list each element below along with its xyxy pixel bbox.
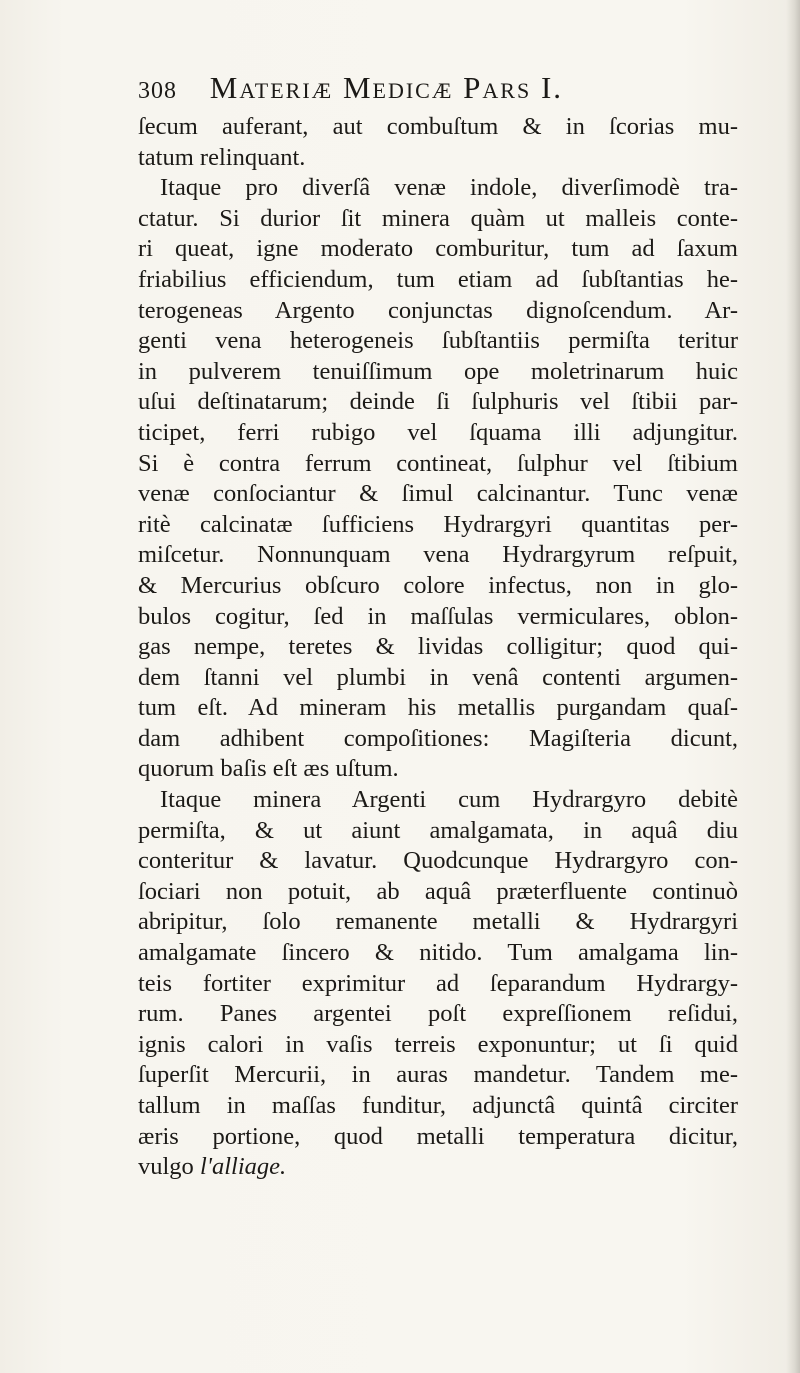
final-line-italic: l'alliage. xyxy=(199,1153,287,1181)
text-line: ſecum auferant, aut combuſtum & in ſcorias mu- xyxy=(138,113,738,140)
text-line: uſui deſtinatarum; deinde ſi ſulphuris vel ſtibii par- xyxy=(138,388,738,416)
text-line: rum. Panes argentei poſt expreſſionem reſidui, xyxy=(138,1000,738,1028)
page-edge-shadow xyxy=(786,0,800,1373)
text-line: ritè calcinatæ ſufficiens Hydrargyri quantitas per- xyxy=(138,510,738,538)
text-line: Itaque minera Argenti cum Hydrargyro debitè xyxy=(160,786,738,814)
text-line: æris portione, quod metalli temperatura dicitur, xyxy=(138,1122,738,1150)
text-line: Si è contra ferrum contineat, ſulphur vel ſtibium xyxy=(138,449,738,477)
text-line: ignis calori in vaſis terreis exponuntur; ut ſi quid xyxy=(138,1030,738,1058)
final-text-line xyxy=(138,1152,738,1183)
text-line: tallum in maſſas funditur, adjunctâ quintâ circiter xyxy=(138,1092,738,1119)
text-line: ſociari non potuit, ab aquâ præterfluente continuò xyxy=(138,877,738,905)
final-line-prefix: vulgo xyxy=(138,1153,200,1181)
text-line: tatum relinquant. xyxy=(138,143,306,171)
running-title: Materiæ Medicæ Pars I. xyxy=(209,70,564,105)
text-line: Itaque pro diverſâ venæ indole, diverſimodè tra- xyxy=(160,174,738,202)
text-line: ticipet, ferri rubigo vel ſquama illi adjungitur. xyxy=(138,418,738,446)
text-line: tum eſt. Ad mineram his metallis purgandam quaſ- xyxy=(138,694,738,722)
text-line: permiſta, & ut aiunt amalgamata, in aquâ diu xyxy=(138,816,738,844)
text-line: dem ſtanni vel plumbi in venâ contenti argumen- xyxy=(138,663,738,691)
text-line: abripitur, ſolo remanente metalli & Hydrargyri xyxy=(138,908,738,936)
body-text xyxy=(138,112,738,1183)
text-line: friabilius efficiendum, tum etiam ad ſubſtantias he- xyxy=(138,265,738,293)
text-line: teis fortiter exprimitur ad ſeparandum Hydrargy- xyxy=(138,969,738,997)
text-line: ri queat, igne moderato comburitur, tum ad ſaxum xyxy=(138,235,738,263)
running-head xyxy=(138,70,698,110)
text-line: ctatur. Si durior ſit minera quàm ut malleis conte- xyxy=(138,204,738,232)
text-line: & Mercurius obſcuro colore infectus, non in glo- xyxy=(138,571,738,599)
text-line: dam adhibent compoſitiones: Magiſteria dicunt, xyxy=(138,724,738,752)
page-number: 308 xyxy=(138,78,177,104)
text-line: terogeneas Argento conjunctas dignoſcendum. Ar- xyxy=(138,296,738,324)
text-line: genti vena heterogeneis ſubſtantiis permiſta teritur xyxy=(138,327,738,355)
text-line: amalgamate ſincero & nitido. Tum amalgama lin- xyxy=(138,939,738,967)
text-line: bulos cogitur, ſed in maſſulas vermiculares, oblon- xyxy=(138,602,738,630)
text-line: miſcetur. Nonnunquam vena Hydrargyrum reſpuit, xyxy=(138,541,738,569)
text-line: conteritur & lavatur. Quodcunque Hydrargyro con- xyxy=(138,847,738,875)
text-line: venæ conſociantur & ſimul calcinantur. Tunc venæ xyxy=(138,480,738,508)
text-line: quorum baſis eſt æs uſtum. xyxy=(138,755,399,783)
text-line: in pulverem tenuiſſimum ope moletrinarum huic xyxy=(138,357,738,385)
text-line: gas nempe, teretes & lividas colligitur; quod qui- xyxy=(138,633,738,661)
text-line: ſuperſit Mercurii, in auras mandetur. Tandem me- xyxy=(138,1061,738,1089)
